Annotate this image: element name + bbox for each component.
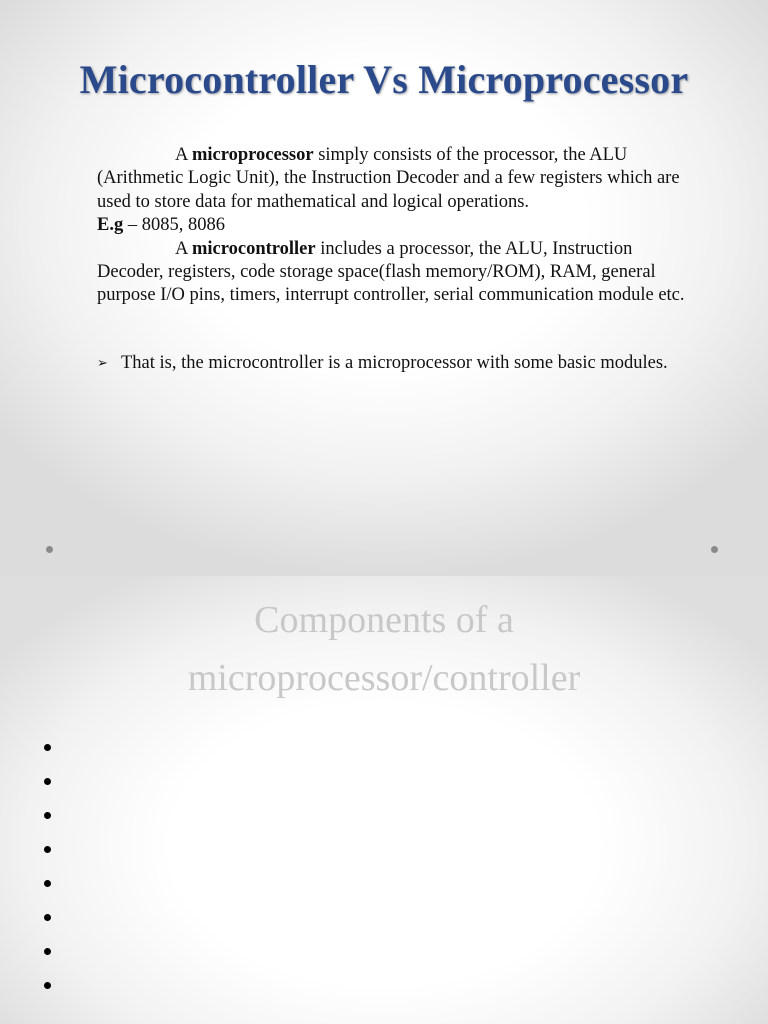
bullet-dot	[44, 744, 51, 751]
microcontroller-definition: includes a processor, the ALU, Instruction Decoder, registers, code storage space(flash memory/ROM), RAM, general purpose I/O pins, timers, interrupt controller, serial communication module etc.	[97, 238, 685, 306]
summary-bullet-text: That is, the microcontroller is a microprocessor with some basic modules.	[121, 353, 668, 373]
paragraph-lead: A	[175, 238, 192, 259]
title-line-1: Components of a	[254, 599, 514, 641]
bullet-dot	[44, 880, 51, 887]
bullet-dot	[44, 948, 51, 955]
title-line-2: microprocessor/controller	[187, 657, 581, 699]
slide-title-faded	[0, 591, 768, 707]
microprocessor-definition: simply consists of the processor, the ALU (Arithmetic Logic Unit), the Instruction Decoder and a few registers which are used to store data for mathematical and logical operations.	[97, 145, 680, 212]
slide-corner-dot-right	[711, 546, 718, 553]
microcontroller-term: microcontroller	[191, 238, 316, 259]
example-values: – 8085, 8086	[123, 215, 225, 236]
slide-title: Microcontroller Vs Microprocessor	[79, 57, 689, 102]
arrow-bullet-icon: ➢	[97, 356, 108, 371]
bullet-dot	[44, 914, 51, 921]
bullet-dot	[44, 778, 51, 785]
example-label: E.g	[97, 215, 124, 236]
summary-bullet	[97, 352, 697, 375]
microcontroller-paragraph	[97, 238, 697, 308]
microprocessor-paragraph	[97, 144, 697, 214]
microprocessor-term: microprocessor	[191, 145, 314, 165]
bullet-dot	[44, 982, 51, 989]
paragraph-lead: A	[175, 145, 192, 165]
slide-body	[97, 144, 697, 308]
slide-components	[0, 576, 768, 1024]
bullet-dot	[44, 812, 51, 819]
slide-corner-dot-left	[46, 546, 53, 553]
example-line	[97, 214, 697, 237]
bullet-dot	[44, 846, 51, 853]
